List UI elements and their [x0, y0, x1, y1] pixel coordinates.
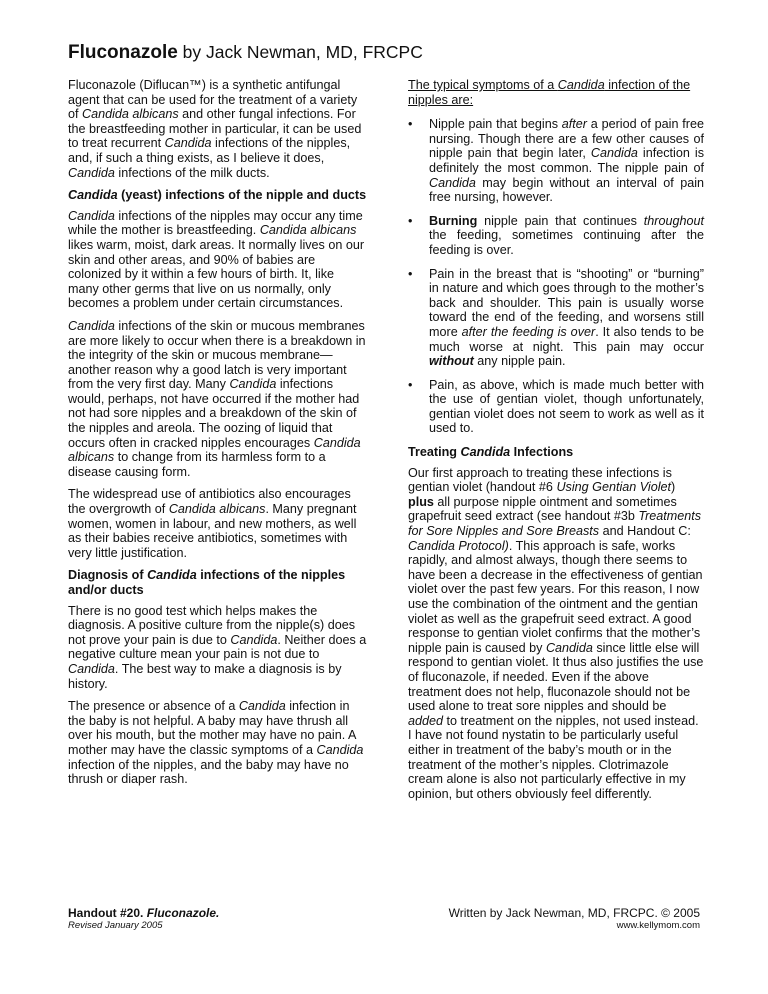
paragraph: [68, 699, 368, 787]
text: Nipple pain that begins: [429, 117, 562, 132]
title-main: Fluconazole: [68, 42, 178, 63]
italic-text: Candida: [230, 632, 278, 647]
bullet-icon: •: [408, 377, 413, 392]
bullet-icon: •: [408, 117, 413, 132]
italic-text: Candida: [460, 445, 511, 460]
text: likes warm, moist, dark areas. It normally lives on our skin and other areas, and 90% of babies are colonized by it within a few hours of birth. It, like many other germs that live on us normally, only becomes a problem under certain circumstances.: [68, 237, 365, 311]
italic-text: Candida Protocol): [408, 538, 509, 553]
italic-text: Candida: [147, 568, 197, 583]
text: . It also tends to be much worse at night. This pain may occur: [429, 324, 704, 354]
text: (yeast) infections of the nipple and ducts: [117, 188, 367, 203]
text: the feeding, sometimes continuing after the feeding is over.: [429, 228, 704, 257]
footer-left: [68, 906, 219, 931]
italic-text: Candida: [164, 136, 212, 151]
bold-text: Burning: [429, 213, 478, 228]
list-item: [408, 267, 704, 369]
paragraph: [68, 487, 368, 560]
italic-text: Candida: [229, 377, 277, 392]
footer-right: [449, 906, 700, 931]
text: all purpose nipple ointment and sometimes grapefruit seed extract (see handout #3b: [408, 494, 677, 524]
text: Pain in the breast that is “shooting” or “burning” in nature and which goes through to the mother’s back and shoulder. This pain is usually worse toward the end of the feeding, and worsens still more: [429, 266, 704, 339]
symptoms-heading: [408, 78, 704, 107]
paragraph: [68, 319, 368, 480]
text: infections of the nipples and/or ducts: [68, 568, 346, 597]
text: may begin without an interval of pain free nursing, however.: [429, 175, 704, 205]
paragraph: [408, 466, 704, 802]
text: Our first approach to treating these infections is gentian violet (handout #6: [408, 465, 672, 495]
text: infection is definitely the most common. The nipple pain of: [429, 146, 704, 175]
text: and other fungal infections. For the breastfeeding mother in particular, it can be used to treat recurrent: [68, 107, 362, 151]
text: . Neither does a negative culture mean your pain is not due to: [68, 632, 367, 662]
text: infections of the milk ducts.: [114, 165, 270, 180]
bullet-icon: •: [408, 213, 413, 228]
text: Handout #20.: [68, 906, 147, 920]
italic-text: Candida: [429, 175, 476, 190]
section-heading-diagnosis: [68, 568, 368, 597]
text: to treatment on the nipples, not used instead. I have not found nystatin to be particularly useful either in treatment of the baby’s mouth or in the treatment of the mother’s nipples. Clotrimazole cream alone is also not particularly effective in my opinion, but others obviously feel differently.: [408, 713, 699, 801]
list-item: [408, 214, 704, 258]
italic-text: Candida: [68, 661, 115, 676]
italic-text: added: [408, 713, 444, 728]
bold-text: plus: [408, 494, 434, 509]
bullet-icon: •: [408, 266, 413, 281]
italic-text: after the feeding is over: [461, 324, 596, 339]
text: . This approach is safe, works rapidly, and almost always, though there seems to have been a decrease in the effectiveness of gentian violet over the past few years. For this reason, I now use the combination of the ointment and the gentian violet as well as the grapefruit seed extract. A good response to gentian violet confirms that the mother’s nipple pain is caused by: [408, 538, 703, 655]
italic-text: Candida: [557, 78, 605, 92]
text: infections would, perhaps, not have occurred if the mother had not had sore nipples and a breakdown of the skin of the nipples and areola. The oozing of liquid that occurs often in cracked nipples encourages: [68, 377, 360, 450]
italic-text: Candida albicans: [168, 502, 266, 517]
list-item: [408, 378, 704, 436]
italic-text: Candida: [545, 640, 593, 655]
right-column: [408, 78, 704, 809]
text: Infections: [510, 445, 574, 460]
italic-text: after: [561, 117, 587, 132]
text: . Many pregnant women, women in labour, and new mothers, as well as their babies receive antibiotics, sometimes with very little justification.: [68, 502, 357, 560]
paragraph: [68, 604, 368, 692]
text: The typical symptoms of a: [408, 78, 558, 92]
text: Diagnosis of: [68, 568, 148, 583]
text: infections of the skin or mucous membranes are more likely to occur when there is a breakdown in the integrity of the skin or mucous membrane—another reason why a good latch is very important from the very first day. Many: [68, 318, 366, 392]
section-heading-candida-infections: [68, 188, 368, 203]
text: infections of the nipples, and, if such a thing exists, as I believe it does,: [68, 136, 351, 165]
text: infection of the nipples, and the baby may have no thrush or diaper rash.: [68, 757, 349, 787]
text: to change from its harmless form to a disease causing form.: [68, 450, 326, 479]
italic-text: Candida: [316, 742, 364, 757]
website-link[interactable]: www.kellymom.com: [616, 920, 700, 931]
italic-text: Candida: [238, 699, 286, 714]
section-heading-treating: [408, 445, 704, 460]
page-title: [68, 42, 423, 64]
italic-text: Candida: [68, 165, 115, 180]
italic-text: Candida: [590, 146, 638, 161]
text: nipple pain that continues: [477, 213, 644, 228]
text: infections of the nipples may occur any time while the mother is breastfeeding.: [68, 208, 363, 238]
italic-text: Candida albicans: [259, 223, 357, 238]
text: There is no good test which helps makes the diagnosis. A positive culture from the nipple(s) does not prove your pain is due to: [68, 603, 356, 647]
text: Treating: [408, 445, 461, 460]
bold-italic-text: without: [429, 354, 474, 369]
italic-text: throughout: [643, 213, 704, 228]
handout-label: [68, 906, 219, 920]
intro-paragraph: [68, 78, 368, 180]
symptoms-list: [408, 117, 704, 436]
title-byline: by Jack Newman, MD, FRCPC: [177, 42, 423, 62]
revised-date: Revised January 2005: [68, 920, 163, 931]
italic-text: Candida: [68, 208, 115, 223]
text: The widespread use of antibiotics also encourages the overgrowth of: [68, 487, 351, 517]
text: ): [671, 480, 676, 495]
text: The presence or absence of a: [68, 699, 239, 714]
text: Fluconazole (Diflucan™) is a synthetic antifungal agent that can be used for the treatment of a variety of: [68, 78, 358, 122]
text: and Handout C:: [599, 524, 691, 539]
italic-text: Using Gentian Violet: [556, 480, 672, 495]
italic-text: Fluconazole.: [146, 906, 220, 920]
italic-text: Candida: [68, 188, 118, 203]
italic-text: Candida: [68, 318, 115, 333]
left-column: [68, 78, 368, 795]
paragraph: [68, 209, 368, 311]
text: a period of pain free nursing. Though there are a few other causes of nipple pain that begin later,: [429, 117, 704, 161]
text: infection in the baby is not helpful. A baby may have thrush all over his mouth, but the mother may have no pain. A mother may have the classic symptoms of a: [68, 699, 356, 757]
author-copyright: Written by Jack Newman, MD, FRCPC. © 2005: [448, 906, 700, 920]
italic-text: Candida albicans: [82, 107, 179, 122]
text: any nipple pain.: [473, 354, 566, 369]
text: . The best way to make a diagnosis is by history.: [68, 661, 342, 691]
italic-text: Treatments for Sore Nipples and Sore Breasts: [408, 509, 702, 539]
list-item: [408, 117, 704, 205]
text: since little else will respond to gentian violet. It thus also justifies the use of fluconazole, if needed. Even if the above treatment does not help, fluconazole should not be used alone to treat sore nipples and should be: [408, 640, 704, 714]
text: infection of the nipples are:: [408, 78, 691, 107]
text: Pain, as above, which is made much better with the use of gentian violet, though unfortunately, gentian violet does not seem to work as well as it used to.: [429, 377, 704, 436]
italic-text: Candida albicans: [68, 435, 361, 465]
